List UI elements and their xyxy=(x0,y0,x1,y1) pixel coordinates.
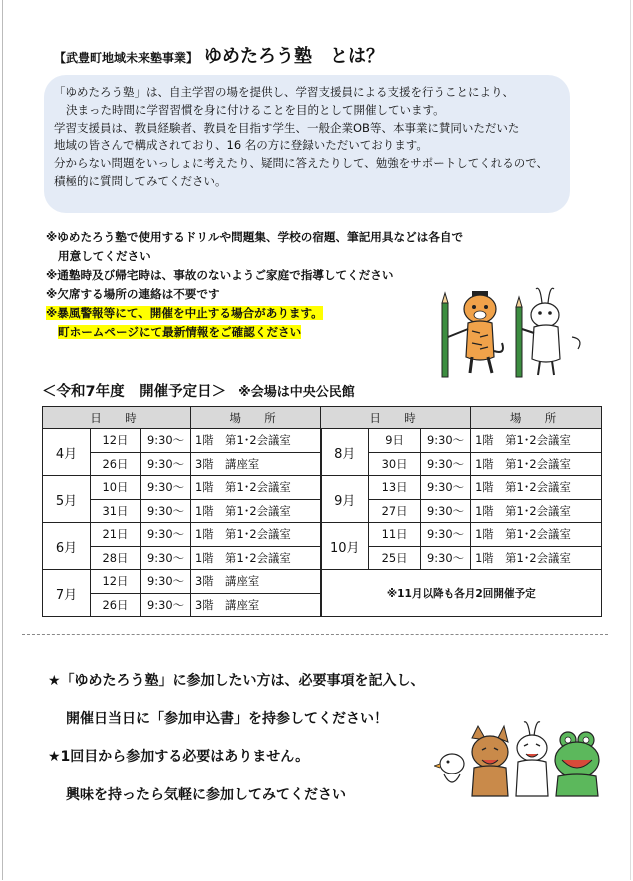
day-cell: 31日 xyxy=(91,499,141,523)
time-cell: 9:30～ xyxy=(141,523,191,547)
place-cell: 1階 第1･2会議室 xyxy=(191,523,321,547)
table-header-row xyxy=(43,407,602,429)
day-cell: 11日 xyxy=(369,523,421,547)
place-cell: 3階 講座室 xyxy=(191,593,321,617)
title-bracket: 【武豊町地域未来塾事業】 xyxy=(54,51,199,65)
place-cell: 3階 講座室 xyxy=(191,570,321,594)
time-cell: 9:30～ xyxy=(421,429,471,453)
month-cell: 5月 xyxy=(43,476,91,523)
intro-line: 「ゆめたろう塾」は、自主学習の場を提供し、学習支援員による支援を行うことにより、 xyxy=(54,85,514,99)
note-materials: ※ゆめたろう塾で使用するドリルや問題集、学校の宿題、筆記用具などは各自で xyxy=(46,230,464,244)
day-cell: 12日 xyxy=(91,570,141,594)
time-cell: 9:30～ xyxy=(141,499,191,523)
header-place: 場 所 xyxy=(471,407,602,429)
day-cell: 27日 xyxy=(369,499,421,523)
month-cell: 10月 xyxy=(321,523,369,570)
day-cell: 21日 xyxy=(91,523,141,547)
cta-line-3: ★1回目から参加する必要はありません。 xyxy=(48,749,310,765)
time-cell: 9:30～ xyxy=(141,476,191,500)
day-cell: 12日 xyxy=(91,429,141,453)
place-cell: 1階 第1･2会議室 xyxy=(471,499,602,523)
time-cell: 9:30～ xyxy=(141,570,191,594)
intro-box xyxy=(44,75,570,213)
month-cell: 6月 xyxy=(43,523,91,570)
time-cell: 9:30～ xyxy=(141,593,191,617)
time-cell: 9:30～ xyxy=(141,452,191,476)
table-row xyxy=(43,570,602,594)
place-cell: 1階 第1･2会議室 xyxy=(471,546,602,570)
page-title xyxy=(54,42,384,68)
day-cell: 30日 xyxy=(369,452,421,476)
day-cell: 9日 xyxy=(369,429,421,453)
time-cell: 9:30～ xyxy=(421,499,471,523)
animal-friends-icon xyxy=(434,720,602,798)
note-website-text: 町ホームページにて最新情報をご確認ください xyxy=(58,325,302,339)
schedule-table xyxy=(42,406,602,617)
intro-line: 学習支援員は、教員経験者、教員を目指す学生、一般企業OB等、本事業に賛同いただいた xyxy=(54,120,520,135)
note-materials-cont: 用意してください xyxy=(58,249,151,263)
place-cell: 1階 第1･2会議室 xyxy=(191,429,321,453)
place-cell: 1階 第1･2会議室 xyxy=(471,452,602,476)
time-cell: 9:30～ xyxy=(421,546,471,570)
place-cell: 1階 第1･2会議室 xyxy=(471,429,602,453)
note-storm-text: ※暴風警報等にて、開催を中止する場合があります。 xyxy=(46,306,323,320)
dashed-divider xyxy=(22,634,608,635)
title-main: ゆめたろう塾 とは？ xyxy=(204,46,385,67)
cta-line-4: 興味を持ったら気軽に参加してみてください xyxy=(66,787,346,803)
header-place: 場 所 xyxy=(191,407,321,429)
note-absence: ※欠席する場所の連絡は不要です xyxy=(46,287,220,301)
time-cell: 9:30～ xyxy=(421,523,471,547)
day-cell: 26日 xyxy=(91,452,141,476)
day-cell: 26日 xyxy=(91,593,141,617)
place-cell: 1階 第1･2会議室 xyxy=(471,523,602,547)
schedule-footnote: ※11月以降も各月2回開催予定 xyxy=(321,570,602,617)
note-website xyxy=(46,323,463,342)
month-cell: 8月 xyxy=(321,429,369,476)
time-cell: 9:30～ xyxy=(141,546,191,570)
header-date: 日 時 xyxy=(43,407,191,429)
place-cell: 1階 第1･2会議室 xyxy=(191,546,321,570)
intro-line: 分からない問題をいっしょに考えたり、疑問に答えたりして、勉強をサポートしてくれるので、 xyxy=(54,156,549,171)
note-commute: ※通塾時及び帰宅時は、事故のないようご家庭で指導してください xyxy=(46,268,394,282)
time-cell: 9:30～ xyxy=(141,429,191,453)
schedule-title: ＜令和7年度 開催予定日＞ xyxy=(42,384,227,400)
month-cell: 7月 xyxy=(43,570,91,617)
time-cell: 9:30～ xyxy=(421,476,471,500)
cta-line-1: ★「ゆめたろう塾」に参加したい方は、必要事項を記入し、 xyxy=(48,673,425,689)
place-cell: 1階 第1･2会議室 xyxy=(191,499,321,523)
cta-line-2: 開催日当日に「参加申込書」を持参してください！ xyxy=(66,711,388,727)
table-row xyxy=(43,429,602,453)
intro-line: 地域の皆さんで構成されており、16 名の方に登録いただいております。 xyxy=(54,138,428,153)
day-cell: 13日 xyxy=(369,476,421,500)
day-cell: 10日 xyxy=(91,476,141,500)
day-cell: 28日 xyxy=(91,546,141,570)
table-row xyxy=(43,476,602,500)
month-cell: 9月 xyxy=(321,476,369,523)
intro-line: 決まった時間に学習習慣を身に付けることを目的として開催しています。 xyxy=(66,102,445,117)
place-cell: 1階 第1･2会議室 xyxy=(471,476,602,500)
day-cell: 25日 xyxy=(369,546,421,570)
table-row xyxy=(43,523,602,547)
schedule-heading xyxy=(42,380,355,401)
notes-list xyxy=(46,228,463,342)
tiger-and-rabbit-mascots-icon xyxy=(436,285,586,380)
note-storm xyxy=(46,304,463,323)
schedule-venue: ※会場は中央公民館 xyxy=(238,385,355,400)
place-cell: 1階 第1･2会議室 xyxy=(191,476,321,500)
month-cell: 4月 xyxy=(43,429,91,476)
place-cell: 3階 講座室 xyxy=(191,452,321,476)
header-date: 日 時 xyxy=(321,407,471,429)
intro-line: 積極的に質問してみてください。 xyxy=(54,173,227,188)
time-cell: 9:30～ xyxy=(421,452,471,476)
